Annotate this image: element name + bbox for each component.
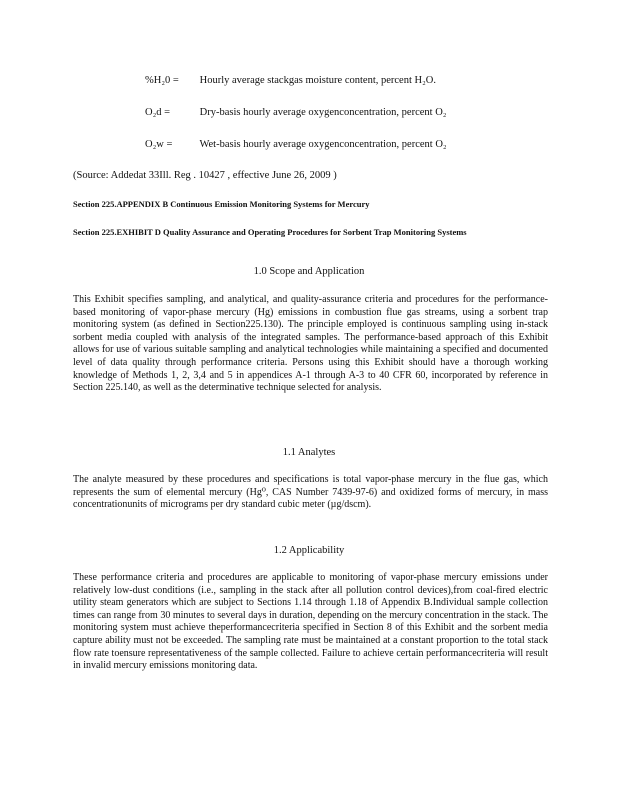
definition-2 [145, 107, 446, 118]
definition-text: Dry-basis hourly average oxygenconcentration, percent O₂ [199, 107, 447, 118]
section-heading: 1.1 Analytes [282, 447, 336, 458]
section-body: The analyte measured by these procedures and specifications is total vapor-phase mercury in the flue gas, which represents the sum of elemental mercury (Hg⁰, CAS Number 7439-97-6) and oxidized forms of mercury, in mass concentrationunits of micrograms per dry standard cubic meter (µg/dscm). [73, 474, 548, 511]
section-body: This Exhibit specifies sampling, and analytical, and quality-assurance criteria and procedures for the performance-based monitoring of vapor-phase mercury (Hg) emissions in combustion flue gas streams, using a sorbent trap monitoring system (as defined in Section225.130). The principle employed is continuous sampling using in-stack sorbent media coupled with analysis of the integrated samples. The performance-based approach of this Exhibit allows for use of various suitable sampling and analytical technologies while maintaining a specified and documented level of data quality through performance criteria. Persons using this Exhibit should have a thorough working knowledge of Methods 1, 2, 3,4 and 5 in appendices A-1 through A-3 to 40 CFR 60, incorporated by reference in Section 225.140, as well as the determinative technique selected for analysis. [73, 294, 548, 394]
definition-text: Wet-basis hourly average oxygenconcentration, percent O₂ [199, 139, 447, 150]
definition-text: Hourly average stackgas moisture content, percent H₂O. [199, 75, 436, 86]
definition-1 [145, 75, 436, 86]
definition-symbol: O₂w = [145, 139, 173, 150]
definition-symbol: O₂d = [145, 107, 171, 118]
section-heading: 1.2 Applicability [273, 545, 345, 556]
section-heading: 1.0 Scope and Application [253, 266, 365, 277]
exhibit-header: Section 225.EXHIBIT D Quality Assurance and Operating Procedures for Sorbent Trap Monitoring Systems [73, 227, 467, 237]
section-body: These performance criteria and procedures are applicable to monitoring of vapor-phase mercury emissions under relatively low-dust conditions (i.e., sampling in the stack after all pollution control devices),from coal-fired electric utility steam generators which are subject to Sections 1.14 through 1.18 of Appendix B.Individual sample collection times can range from 30 minutes to several days in duration, depending on the mercury concentration in the stack. The monitoring system must achieve theperformancecriteria specified in Section 8 of this Exhibit and the sorbent media capture ability must not be exceeded. The sampling rate must be maintained at a constant proportion to the total stack flow rate toensure representativeness of the sample collected. Failure to achieve certain performancecriteria will result in invalid mercury emissions monitoring data. [73, 572, 548, 672]
definition-symbol: %H₂0 = [145, 75, 179, 86]
definition-3 [145, 139, 447, 150]
appendix-header: Section 225.APPENDIX B Continuous Emission Monitoring Systems for Mercury [73, 199, 370, 209]
source-note: (Source: Addedat 33Ill. Reg . 10427 , effective June 26, 2009 ) [73, 170, 337, 181]
